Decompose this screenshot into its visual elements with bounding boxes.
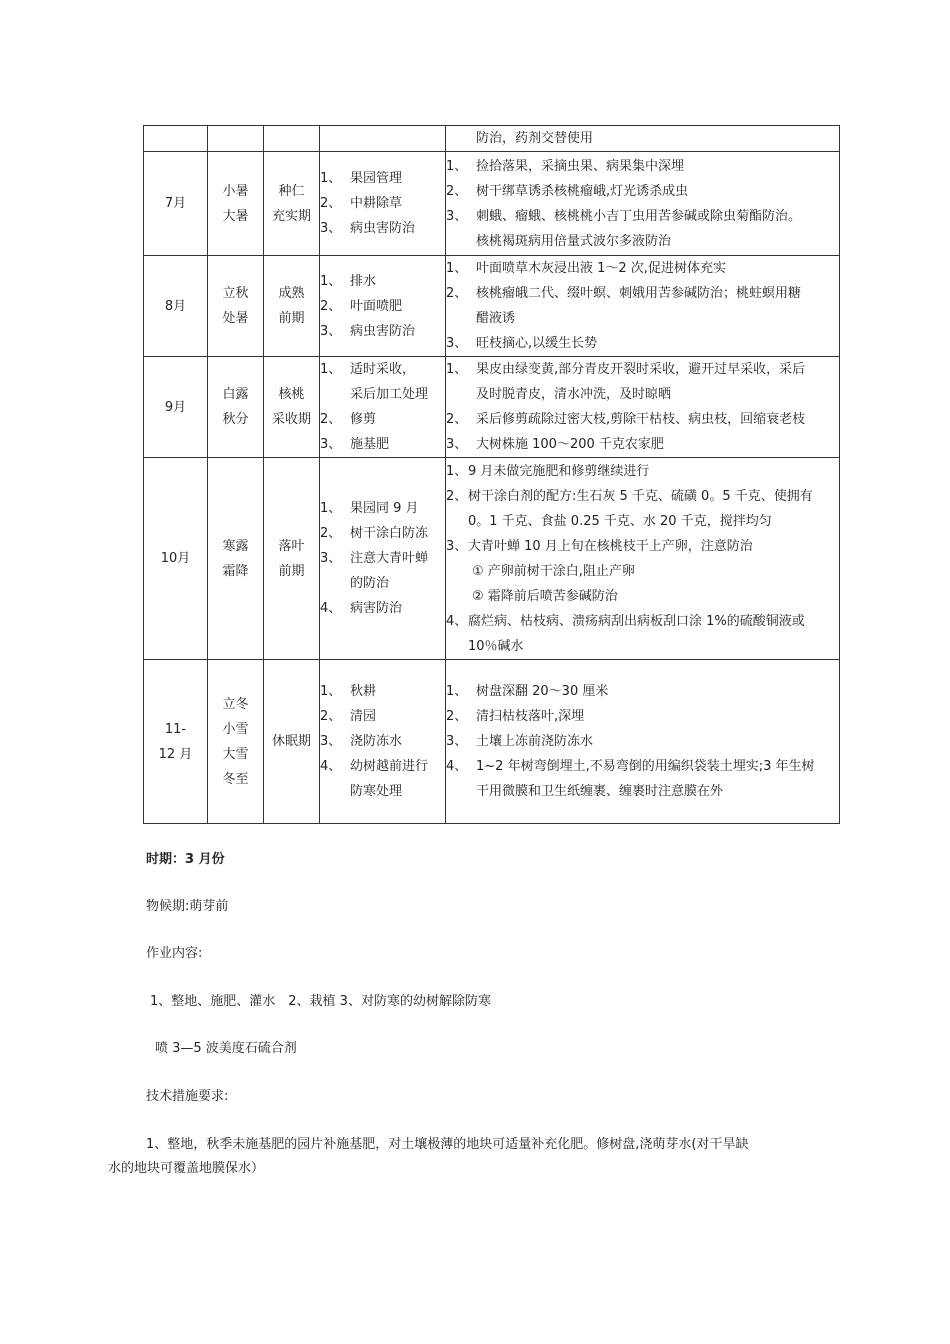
phenology-text: 物候期:萌芽前 [146, 899, 229, 914]
period-cell [264, 256, 320, 357]
list-item [320, 432, 445, 457]
list-item [320, 294, 445, 319]
solar-term-cell [208, 357, 264, 458]
measure-text: 防治，药剂交替使用 [476, 131, 594, 146]
solar-term: 白露 [222, 387, 249, 402]
list-number: 2、 [446, 412, 468, 427]
task-text: 叶面喷肥 [350, 298, 403, 314]
measure-text: 大树株施 100～200 千克农家肥 [476, 437, 664, 452]
solar-term-cell [208, 458, 264, 660]
list-number: 3、 [446, 538, 468, 554]
list-number: 2、 [446, 183, 468, 199]
list-item [320, 496, 445, 521]
period-text: 前期 [278, 563, 305, 579]
measure-text: 醋液诱 [476, 311, 516, 326]
task-text: 病害防治 [350, 601, 403, 616]
list-item [320, 679, 445, 704]
task-text: 病虫害防治 [350, 323, 416, 339]
period-text: 落叶 [278, 538, 305, 554]
month-cell: 9月 [144, 357, 208, 458]
measure-text: 树干绑草诱杀核桃瘤峨,灯光诱杀成虫 [476, 183, 689, 199]
list-item [446, 729, 839, 754]
task-text: 修剪 [350, 412, 377, 427]
tech-paragraph-line: 1、整地，秋季未施基肥的园片补施基肥，对土壤极薄的地块可适量补充化肥。修树盘,浇萌芽水(对干旱缺 [146, 1137, 749, 1152]
solar-term-cell [208, 152, 264, 256]
period-text: 成熟 [278, 286, 305, 301]
list-item [446, 407, 839, 432]
table-row [144, 458, 840, 660]
list-number: 2、 [320, 526, 342, 541]
list-number: 4、 [320, 759, 342, 774]
period-text: 休眠期 [271, 734, 311, 749]
tasks-cell [320, 660, 446, 824]
list-number: 4、 [446, 613, 468, 629]
period-heading: 时期：3 月份 [146, 852, 225, 867]
solar-term: 寒露 [222, 538, 249, 554]
list-item [446, 459, 839, 484]
list-item [320, 521, 445, 546]
tech-paragraph-line: 水的地块可覆盖地膜保水） [108, 1161, 265, 1176]
measures-cell [446, 357, 840, 458]
list-item [320, 704, 445, 729]
list-number: 1、 [446, 362, 468, 377]
list-number: 2、 [446, 488, 468, 504]
list-item [320, 729, 445, 754]
month-cell: 10月 [144, 458, 208, 660]
list-item [446, 256, 839, 281]
list-number: 1、 [320, 501, 342, 516]
list-item [446, 432, 839, 457]
task-text: 清园 [350, 709, 377, 724]
measure-text: 旺枝摘心,以缓生长势 [476, 336, 598, 351]
list-item [320, 407, 445, 432]
measures-cell [446, 126, 840, 152]
measures-cell [446, 660, 840, 824]
task-text: 适时采收， [350, 362, 416, 377]
measure-text: 大青叶蝉 10 月上旬在核桃枝干上产卵，注意防治 [468, 538, 753, 554]
list-number: 2、 [446, 709, 468, 724]
list-number: 1、 [446, 463, 468, 479]
list-item [320, 216, 445, 241]
list-number: 1、 [446, 684, 468, 699]
list-item [446, 179, 839, 204]
list-number: 2、 [446, 286, 468, 301]
list-number: 4、 [446, 759, 468, 774]
tasks-cell [320, 256, 446, 357]
month-text: 12 月 [158, 746, 193, 762]
list-number: 3、 [320, 734, 342, 749]
task-text: 果园同 9 月 [350, 501, 419, 516]
task-text: 的防治 [350, 576, 390, 591]
list-item [320, 357, 445, 407]
task-text: 浇防冻水 [350, 734, 403, 749]
list-item [446, 281, 839, 331]
solar-term: 小暑 [222, 183, 249, 199]
list-item [446, 754, 839, 804]
measure-text: 树干涂白剂的配方:生石灰 5 千克、硫磺 0。5 千克、使拥有 [468, 488, 813, 504]
task-text: 施基肥 [350, 437, 390, 452]
list-item [446, 204, 839, 254]
measure-text: 及时脱青皮，清水冲洗，及时晾晒 [476, 387, 672, 402]
list-number: 1、 [320, 171, 342, 186]
task-text: 果园管理 [350, 171, 403, 186]
list-item [446, 154, 839, 179]
orchard-calendar-table [143, 125, 840, 824]
period-cell [264, 357, 320, 458]
measure-text: 捡拾落果，采摘虫果、病果集中深埋 [476, 158, 685, 174]
spray-text: 喷 3—5 波美度石硫合剂 [155, 1041, 297, 1056]
solar-term: 小雪 [222, 721, 249, 737]
list-number: 1、 [320, 684, 342, 699]
measure-text: 土壤上冻前浇防冻水 [476, 734, 594, 749]
period-text: 种仁 [278, 183, 305, 199]
list-number: 1、 [446, 158, 468, 174]
table-row [144, 256, 840, 357]
measure-text: 采后修剪疏除过密大枝,剪除干枯枝、病虫枝，回缩衰老枝 [476, 412, 806, 427]
measure-text: 10％碱水 [468, 638, 524, 654]
period-cell [264, 660, 320, 824]
task-text: 排水 [350, 273, 377, 289]
tasks-cell [320, 458, 446, 660]
task-text: 幼树越前进行 [350, 759, 429, 774]
period-text: 充实期 [271, 208, 311, 224]
list-number: 3、 [320, 323, 342, 339]
solar-term: 大雪 [222, 746, 249, 762]
period-cell [264, 152, 320, 256]
list-item [320, 754, 445, 804]
list-number: 2、 [320, 196, 342, 211]
solar-term: 大暑 [222, 208, 249, 224]
list-number: 3、 [320, 221, 342, 236]
list-item [320, 596, 445, 621]
list-item [446, 704, 839, 729]
measures-cell [446, 458, 840, 660]
list-number: 2、 [320, 412, 342, 427]
solar-term: 立冬 [222, 696, 249, 712]
measure-text: 腐烂病、枯枝病、溃疡病刮出病板刮口涂 1%的硫酸铜液或 [468, 613, 805, 629]
period-text: 前期 [278, 311, 305, 326]
list-item [320, 191, 445, 216]
list-number: 3、 [446, 208, 468, 224]
period-cell [264, 458, 320, 660]
list-number: 2、 [320, 298, 342, 314]
list-number: 1、 [320, 362, 342, 377]
list-number: 2、 [320, 709, 342, 724]
work-content-label: 作业内容: [146, 946, 203, 961]
list-item [320, 546, 445, 596]
list-number: 1、 [320, 273, 342, 289]
work-items-text: 1、整地、施肥、灌水 2、栽植 3、对防寒的幼树解除防寒 [150, 994, 491, 1009]
list-number: 3、 [320, 551, 342, 566]
list-number: 1、 [446, 261, 468, 276]
list-number: 3、 [320, 437, 342, 452]
period-text: 采收期 [271, 412, 311, 427]
list-item [446, 357, 839, 407]
month-cell [144, 660, 208, 824]
tasks-cell [320, 357, 446, 458]
measures-cell [446, 256, 840, 357]
list-item [446, 484, 839, 534]
task-text: 中耕除草 [350, 196, 403, 211]
solar-term: 秋分 [222, 412, 249, 427]
month-cell: 7月 [144, 152, 208, 256]
measure-text: 清扫枯枝落叶,深埋 [476, 709, 585, 724]
period-text: 核桃 [278, 387, 305, 402]
table-row [144, 660, 840, 824]
solar-term-cell [208, 256, 264, 357]
list-item [446, 534, 839, 609]
list-number: 3、 [446, 336, 468, 351]
list-number: 4、 [320, 601, 342, 616]
solar-term: 霜降 [222, 563, 249, 579]
measure-text: 1~2 年树弯倒埋土,不易弯倒的用编织袋装土埋实;3 年生树 [476, 759, 815, 774]
table-row [144, 152, 840, 256]
measure-text: 叶面喷草木灰浸出液 1～2 次,促进树体充实 [476, 261, 726, 276]
measure-text: 干用微膜和卫生纸缠裹、缠裹时注意膜在外 [476, 784, 724, 799]
task-text: 采后加工处理 [350, 387, 429, 402]
task-text: 树干涂白防冻 [350, 526, 429, 541]
solar-term: 冬至 [222, 771, 249, 787]
list-item [320, 319, 445, 344]
table-row [144, 126, 840, 152]
list-item [446, 609, 839, 659]
measure-text: 树盘深翻 20～30 厘米 [476, 684, 609, 699]
list-item [320, 269, 445, 294]
list-item [446, 331, 839, 356]
measure-subitem: ② 霜降前后喷苦参碱防治 [472, 588, 618, 604]
task-text: 秋耕 [350, 684, 377, 699]
solar-term-cell [208, 660, 264, 824]
tech-measures-label: 技术措施要求: [146, 1089, 229, 1104]
measure-text: 0。1 千克、食盐 0.25 千克、水 20 千克，搅拌均匀 [468, 513, 772, 529]
solar-term: 立秋 [222, 286, 249, 301]
task-text: 病虫害防治 [350, 221, 416, 236]
list-item [320, 166, 445, 191]
month-text: 11- [164, 721, 187, 737]
measure-subitem: ① 产卵前树干涂白,阻止产卵 [472, 563, 635, 579]
tasks-cell [320, 152, 446, 256]
list-number: 3、 [446, 734, 468, 749]
measures-cell [446, 152, 840, 256]
task-text: 防寒处理 [350, 784, 403, 799]
list-number: 3、 [446, 437, 468, 452]
month-cell: 8月 [144, 256, 208, 357]
measure-text: 9 月未做完施肥和修剪继续进行 [468, 463, 650, 479]
list-item [446, 679, 839, 704]
measure-text: 核桃褐斑病用倍量式波尔多液防治 [476, 233, 672, 249]
measure-text: 果皮由绿变黄,部分青皮开裂时采收，避开过早采收，采后 [476, 362, 806, 377]
measure-text: 核桃瘤皒二代、缀叶螟、刺娥用苦参碱防治；桃蛀螟用糖 [476, 286, 802, 301]
measure-text: 刺蛾、瘤蛾、核桃桃小吉丁虫用苦参碱或除虫菊酯防治。 [476, 208, 802, 224]
task-text: 注意大青叶蝉 [350, 551, 429, 566]
table-row [144, 357, 840, 458]
solar-term: 处暑 [222, 311, 249, 326]
